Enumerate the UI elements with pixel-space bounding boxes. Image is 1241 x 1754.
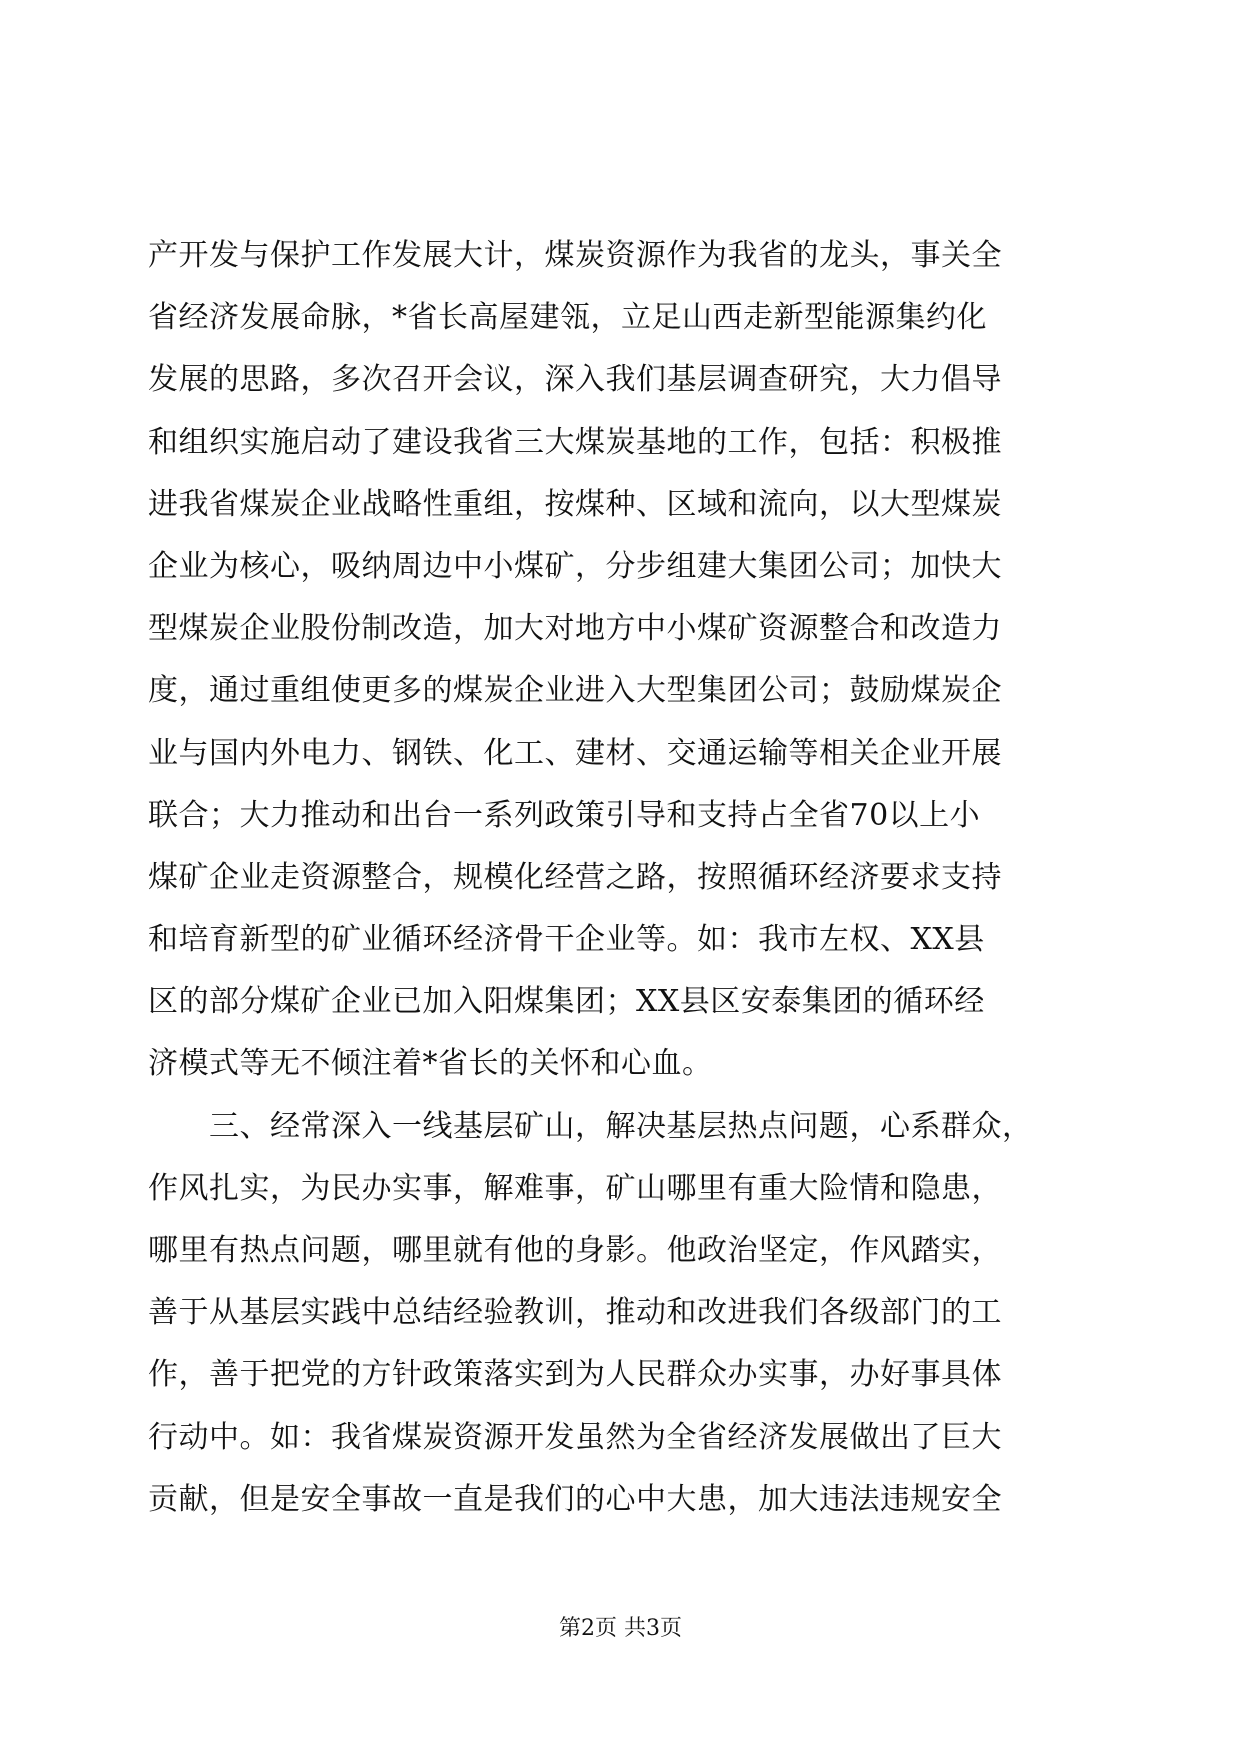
text-line: 省经济发展命脉，*省长高屋建瓴，立足山西走新型能源集约化 xyxy=(148,300,987,336)
text-line: 作风扎实，为民办实事，解难事，矿山哪里有重大险情和隐患， xyxy=(148,1170,1002,1206)
text-line: 行动中。如：我省煤炭资源开发虽然为全省经济发展做出了巨大 xyxy=(148,1419,1002,1455)
text-line: 企业为核心，吸纳周边中小煤矿，分步组建大集团公司；加快大 xyxy=(148,548,1002,584)
text-line: 联合；大力推动和出台一系列政策引导和支持占全省70以上小 xyxy=(148,797,981,833)
text-line: 和培育新型的矿业循环经济骨干企业等。如：我市左权、XX县 xyxy=(148,922,985,958)
body-text xyxy=(148,225,1093,1531)
text-line: 型煤炭企业股份制改造，加大对地方中小煤矿资源整合和改造力 xyxy=(148,611,1002,647)
paragraph-start-line: 三、经常深入一线基层矿山，解决基层热点问题，心系群众， xyxy=(148,1108,1033,1144)
text-line: 哪里有热点问题，哪里就有他的身影。他政治坚定，作风踏实， xyxy=(148,1233,1002,1268)
text-line: 区的部分煤矿企业已加入阳煤集团；XX县区安泰集团的循环经 xyxy=(148,984,985,1020)
text-line: 进我省煤炭企业战略性重组，按煤种、区域和流向，以大型煤炭 xyxy=(148,486,1002,522)
page-number-footer: 第2页 共3页 xyxy=(559,1616,682,1641)
text-line: 和组织实施启动了建设我省三大煤炭基地的工作，包括：积极推 xyxy=(148,424,1002,460)
text-line: 度，通过重组使更多的煤炭企业进入大型集团公司；鼓励煤炭企 xyxy=(148,673,1002,709)
text-line: 作，善于把党的方针政策落实到为人民群众办实事，办好事具体 xyxy=(148,1357,1002,1393)
text-line: 业与国内外电力、钢铁、化工、建材、交通运输等相关企业开展 xyxy=(148,735,1002,771)
text-line: 煤矿企业走资源整合，规模化经营之路，按照循环经济要求支持 xyxy=(148,859,1002,895)
text-line: 济模式等无不倾注着*省长的关怀和心血。 xyxy=(148,1046,713,1082)
text-line: 产开发与保护工作发展大计，煤炭资源作为我省的龙头，事关全 xyxy=(148,238,1002,273)
text-line: 善于从基层实践中总结经验教训，推动和改进我们各级部门的工 xyxy=(148,1295,1002,1331)
text-line: 发展的思路，多次召开会议，深入我们基层调查研究，大力倡导 xyxy=(148,362,1002,398)
text-line: 贡献，但是安全事故一直是我们的心中大患，加大违法违规安全 xyxy=(148,1481,1002,1517)
